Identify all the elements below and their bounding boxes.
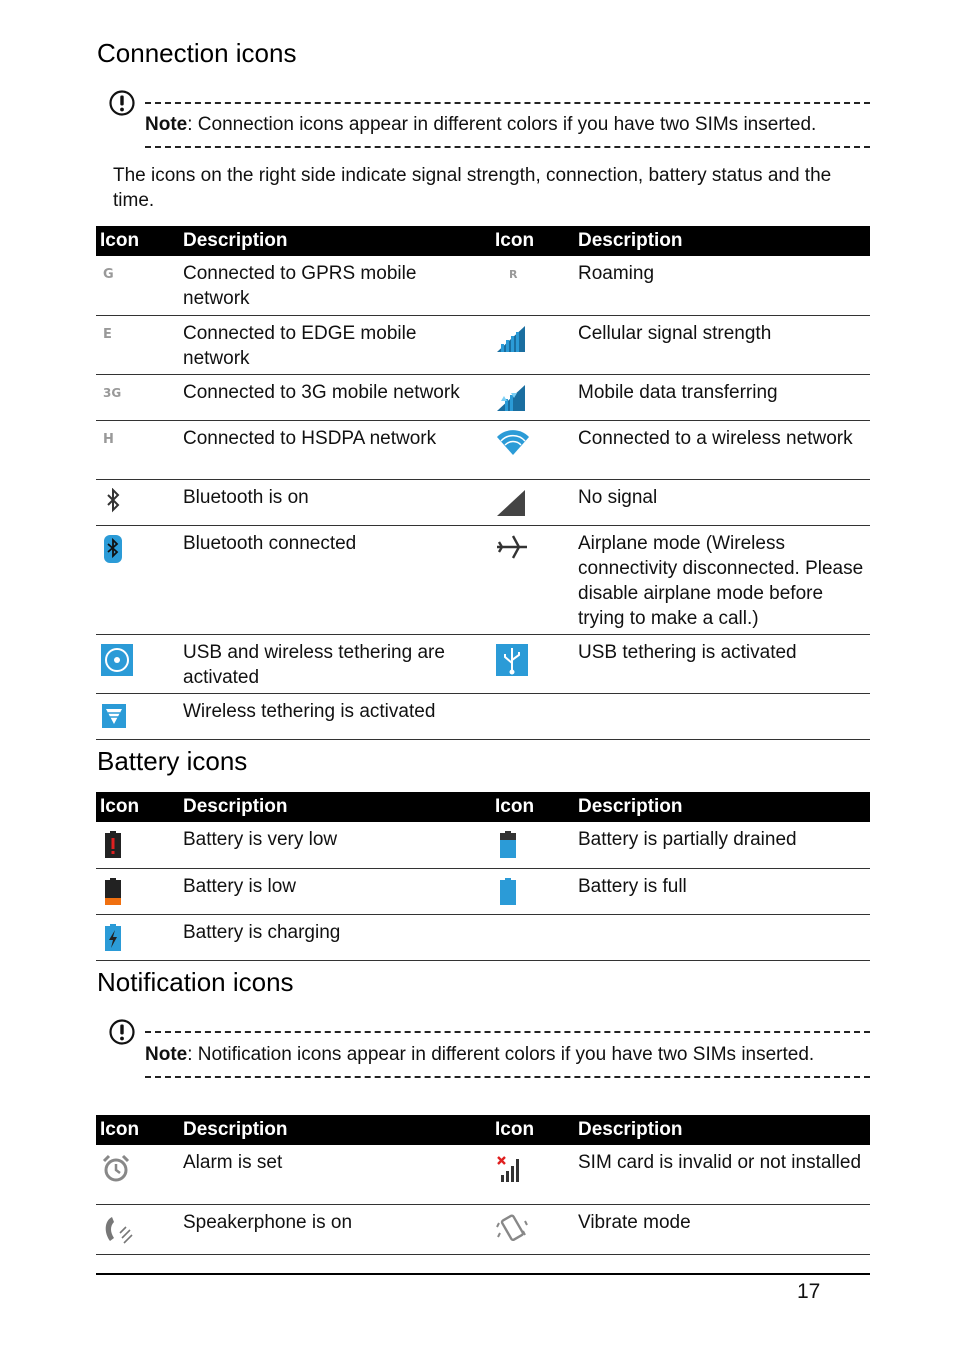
- svg-text:G: G: [103, 267, 114, 282]
- table-row: [96, 479, 870, 525]
- header-description: Description: [179, 1115, 491, 1145]
- speakerphone-icon: [96, 1204, 179, 1254]
- svg-text:3G: 3G: [103, 385, 122, 400]
- svg-text:H: H: [103, 431, 114, 447]
- table-row: [96, 693, 870, 739]
- page-number: 17: [797, 1280, 821, 1303]
- hsdpa-icon: [96, 420, 179, 479]
- section-title-notification: Notification icons: [97, 967, 294, 997]
- table-row: [96, 868, 870, 914]
- table-header-row: [96, 226, 870, 256]
- header-description: Description: [574, 792, 870, 822]
- battery-icons-table: [96, 792, 870, 961]
- battery-full-icon: [491, 868, 574, 914]
- empty-icon-cell: [491, 693, 574, 739]
- table-row: [96, 1204, 870, 1254]
- usb-wireless-tethering-icon: [96, 634, 179, 693]
- description-cell: Roaming: [574, 256, 870, 315]
- note-divider-top: [145, 102, 870, 104]
- svg-text:E: E: [103, 326, 112, 342]
- header-icon: Icon: [491, 792, 574, 822]
- table-row: [96, 634, 870, 693]
- 3g-icon: [96, 374, 179, 420]
- edge-icon: [96, 315, 179, 374]
- connection-note: [145, 114, 816, 136]
- header-description: Description: [574, 1115, 870, 1145]
- table-row: [96, 315, 870, 374]
- notification-icons-table: [96, 1115, 870, 1255]
- header-icon: Icon: [491, 1115, 574, 1145]
- description-cell: USB and wireless tethering are activated: [179, 634, 491, 693]
- description-cell: [574, 693, 870, 739]
- empty-icon-cell: [491, 914, 574, 960]
- description-cell: Battery is low: [179, 868, 491, 914]
- description-cell: Connected to a wireless network: [574, 420, 870, 479]
- header-icon: Icon: [96, 1115, 179, 1145]
- note-body: : Notification icons appear in different colors if you have two SIMs inserted.: [187, 1044, 815, 1065]
- description-cell: Battery is partially drained: [574, 822, 870, 868]
- description-cell: Mobile data transferring: [574, 374, 870, 420]
- note-label: Note: [145, 1044, 188, 1065]
- note-divider-top: [145, 1031, 870, 1033]
- table-header-row: [96, 792, 870, 822]
- table-row: [96, 1145, 870, 1204]
- description-cell: USB tethering is activated: [574, 634, 870, 693]
- battery-very-low-icon: [96, 822, 179, 868]
- wireless-tethering-icon: [96, 693, 179, 739]
- description-cell: Connected to HSDPA network: [179, 420, 491, 479]
- note-icon: [109, 1019, 135, 1045]
- gprs-icon: [96, 256, 179, 315]
- description-cell: No signal: [574, 479, 870, 525]
- table-header-row: [96, 1115, 870, 1145]
- battery-partial-icon: [491, 822, 574, 868]
- description-cell: Connected to EDGE mobile network: [179, 315, 491, 374]
- header-description: Description: [179, 226, 491, 256]
- description-cell: Alarm is set: [179, 1145, 491, 1204]
- sim-invalid-icon: [491, 1145, 574, 1204]
- description-cell: Wireless tethering is activated: [179, 693, 491, 739]
- description-cell: Connected to GPRS mobile network: [179, 256, 491, 315]
- description-cell: Bluetooth is on: [179, 479, 491, 525]
- description-cell: Connected to 3G mobile network: [179, 374, 491, 420]
- connection-icons-table: [96, 226, 870, 740]
- description-cell: Battery is full: [574, 868, 870, 914]
- connection-intro: The icons on the right side indicate signal strength, connection, battery status and the time.: [113, 165, 832, 211]
- signal-strength-icon: [491, 315, 574, 374]
- header-icon: Icon: [491, 226, 574, 256]
- table-row: [96, 914, 870, 960]
- footer-rule: [96, 1273, 870, 1275]
- header-icon: Icon: [96, 226, 179, 256]
- battery-low-icon: [96, 868, 179, 914]
- note-icon: [109, 90, 135, 116]
- header-icon: Icon: [96, 792, 179, 822]
- description-cell: Cellular signal strength: [574, 315, 870, 374]
- bluetooth-icon: [96, 479, 179, 525]
- bluetooth-connected-icon: [96, 525, 179, 634]
- description-cell: Battery is very low: [179, 822, 491, 868]
- description-cell: Battery is charging: [179, 914, 491, 960]
- description-cell: Vibrate mode: [574, 1204, 870, 1254]
- section-title-battery: Battery icons: [97, 746, 248, 776]
- description-cell: Bluetooth connected: [179, 525, 491, 634]
- section-title-connection: Connection icons: [97, 38, 297, 68]
- alarm-icon: [96, 1145, 179, 1204]
- description-cell: Speakerphone is on: [179, 1204, 491, 1254]
- table-row: [96, 256, 870, 315]
- vibrate-icon: [491, 1204, 574, 1254]
- note-divider-bottom: [145, 1076, 870, 1078]
- usb-tethering-icon: [491, 634, 574, 693]
- table-row: [96, 525, 870, 634]
- wifi-icon: [491, 420, 574, 479]
- note-label: Note: [145, 114, 188, 135]
- no-signal-icon: [491, 479, 574, 525]
- svg-text:R: R: [509, 268, 518, 281]
- table-row: [96, 374, 870, 420]
- header-description: Description: [179, 792, 491, 822]
- roaming-icon: [491, 256, 574, 315]
- header-description: Description: [574, 226, 870, 256]
- battery-charging-icon: [96, 914, 179, 960]
- table-row: [96, 822, 870, 868]
- table-row: [96, 420, 870, 479]
- data-transfer-icon: [491, 374, 574, 420]
- description-cell: [574, 914, 870, 960]
- note-body: : Connection icons appear in different colors if you have two SIMs inserted.: [187, 114, 817, 135]
- note-divider-bottom: [145, 146, 870, 148]
- notification-note: [145, 1044, 814, 1066]
- airplane-icon: [491, 525, 574, 634]
- description-cell: Airplane mode (Wireless connectivity disconnected. Please disable airplane mode before trying to make a call.): [574, 525, 870, 634]
- description-cell: SIM card is invalid or not installed: [574, 1145, 870, 1204]
